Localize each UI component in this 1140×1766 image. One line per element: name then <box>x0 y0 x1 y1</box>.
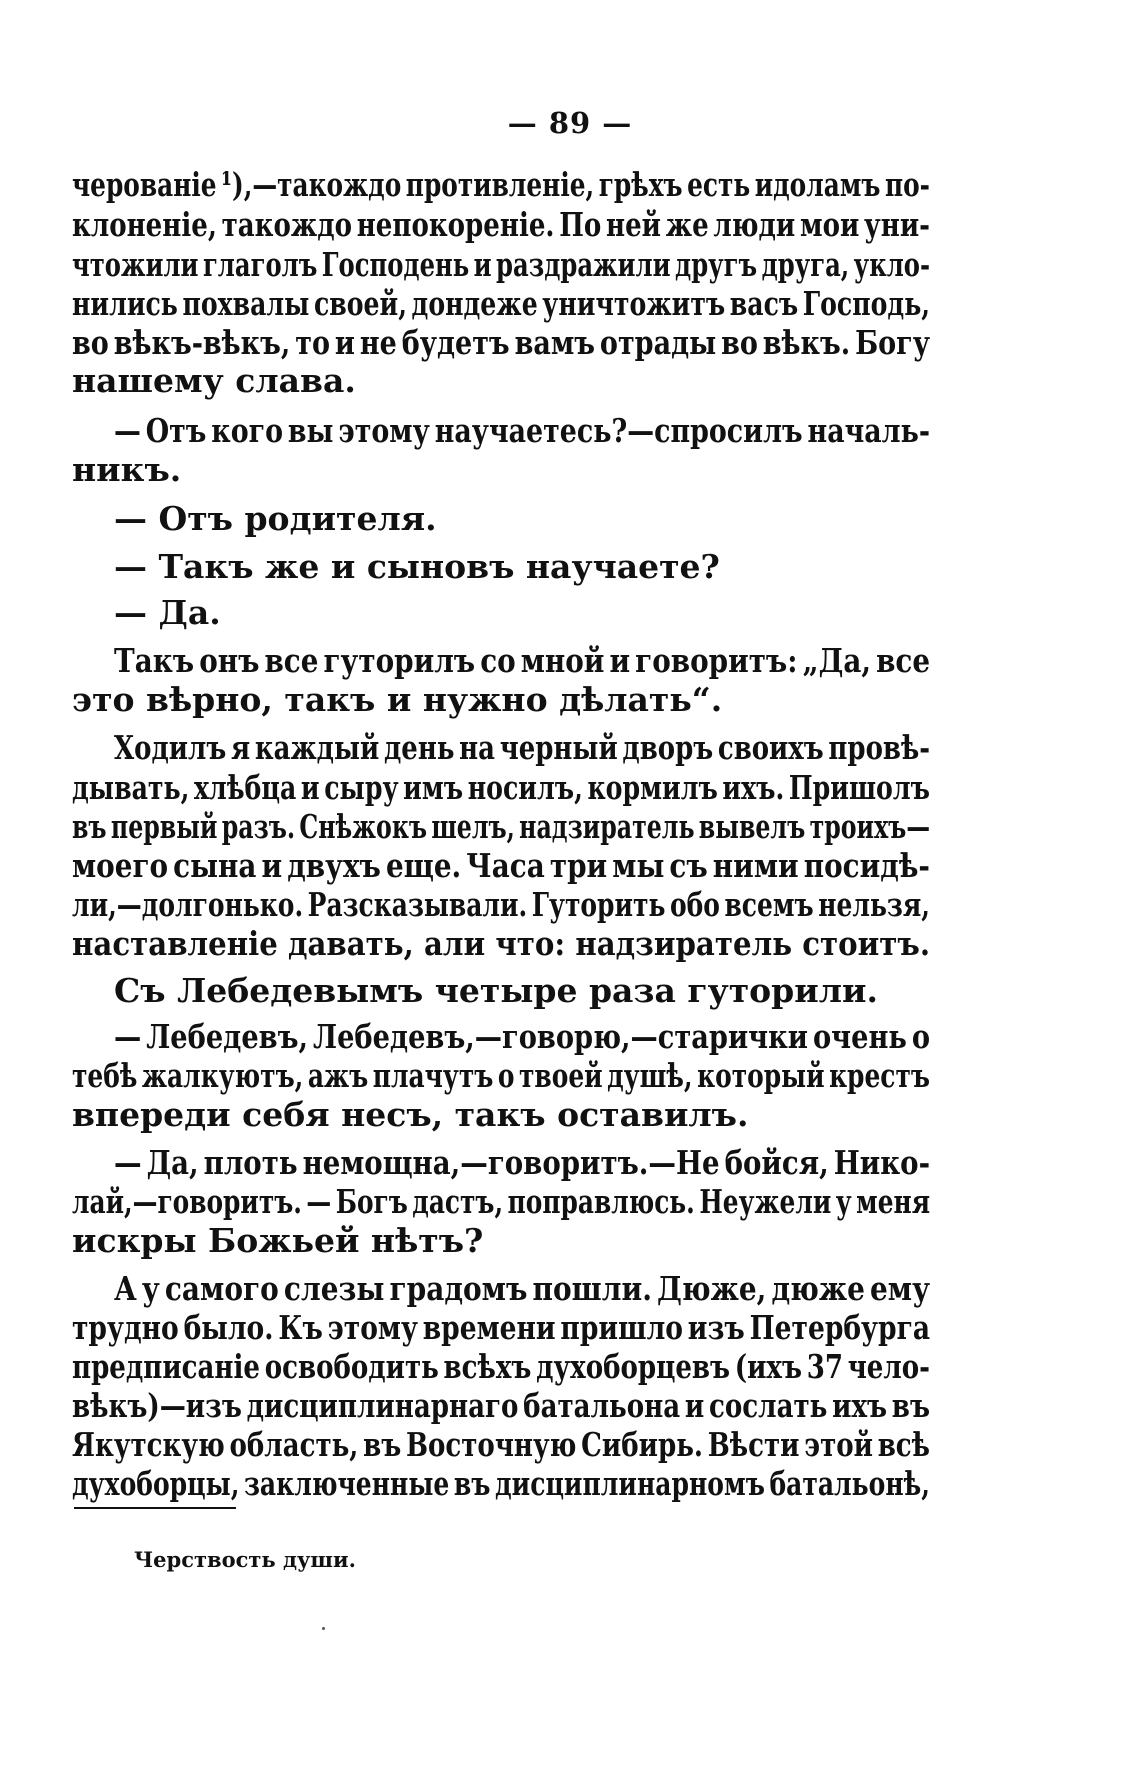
page-number: — 89 — <box>507 106 633 140</box>
text-line: вѣкъ)—изъ дисциплинарнаго батальона и сослать ихъ въ <box>72 1386 930 1425</box>
text-line: трудно было. Къ этому времени пришло изъ Петербурга <box>72 1308 931 1347</box>
text-line: — Такъ же и сыновъ научаете? <box>114 547 720 586</box>
text-line: лай,—говоритъ. — Богъ дастъ, поправлюсь. Неужели у меня <box>72 1182 931 1221</box>
text-line: черованіе ¹),—такождо противленіе, грѣхъ есть идоламъ по- <box>72 165 930 204</box>
text-line: Ходилъ я каждый день на черный дворъ своихъ провѣ- <box>114 728 930 767</box>
text-line: духоборцы, заключенные въ дисциплинарномъ батальонѣ, <box>72 1464 930 1503</box>
text-line: моего сына и двухъ еще. Часа три мы съ ними посидѣ- <box>72 846 930 885</box>
text-line: — Да. <box>114 593 221 632</box>
text-line: дывать, хлѣбца и сыру имъ носилъ, кормилъ ихъ. Пришолъ <box>72 768 930 807</box>
text-line: никъ. <box>72 450 182 489</box>
text-line: — Отъ кого вы этому научаетесь?—спросилъ началь- <box>114 411 931 450</box>
text-line: наставленіе давать, али что: надзиратель стоитъ. <box>72 924 931 963</box>
print-speck <box>322 1627 325 1630</box>
text-line: клоненіе, такождо непокореніе. По ней же люди мои уни- <box>72 205 930 244</box>
text-line: Такъ онъ все гуторилъ со мной и говоритъ: „Да, все <box>114 641 931 680</box>
text-line: — Отъ родителя. <box>114 499 437 538</box>
text-line: впереди себя несъ, такъ оставилъ. <box>72 1095 749 1134</box>
text-line: — Лебедевъ, Лебедевъ,—говорю,—старички очень о <box>114 1017 931 1056</box>
text-line: — Да, плоть немощна,—говоритъ.—Не бойся, Нико- <box>114 1143 931 1182</box>
text-line: чтожили глаголъ Господень и раздражили другъ друга, укло- <box>72 245 931 284</box>
text-line: А у самого слезы градомъ пошли. Дюже, дюже ему <box>114 1269 931 1308</box>
text-line: Съ Лебедевымъ четыре раза гуторили. <box>114 971 878 1010</box>
text-line: во вѣкъ-вѣкъ, то и не будетъ вамъ отрады во вѣкъ. Богу <box>72 323 931 362</box>
text-line: нашему слава. <box>72 361 356 400</box>
text-line: Якутскую область, въ Восточную Сибирь. Вѣсти этой всѣ <box>72 1425 931 1464</box>
text-line: ли,—долгонько. Разсказывали. Гуторить обо всемъ нельзя, <box>72 885 930 924</box>
text-line: нились похвалы своей, дондеже уничтожитъ васъ Господь, <box>72 284 931 323</box>
footnote: Черствость души. <box>134 1547 356 1572</box>
footnote-divider <box>74 1507 236 1509</box>
text-line: въ первый разъ. Снѣжокъ шелъ, надзиратель вывелъ троихъ— <box>72 807 930 846</box>
text-line: тебѣ жалкуютъ, ажъ плачутъ о твоей душѣ, который крестъ <box>72 1056 930 1095</box>
text-line: искры Божьей нѣтъ? <box>72 1221 484 1260</box>
text-line: это вѣрно, такъ и нужно дѣлать“. <box>72 680 723 719</box>
text-line: предписаніе освободить всѣхъ духоборцевъ (ихъ 37 чело- <box>72 1347 930 1386</box>
